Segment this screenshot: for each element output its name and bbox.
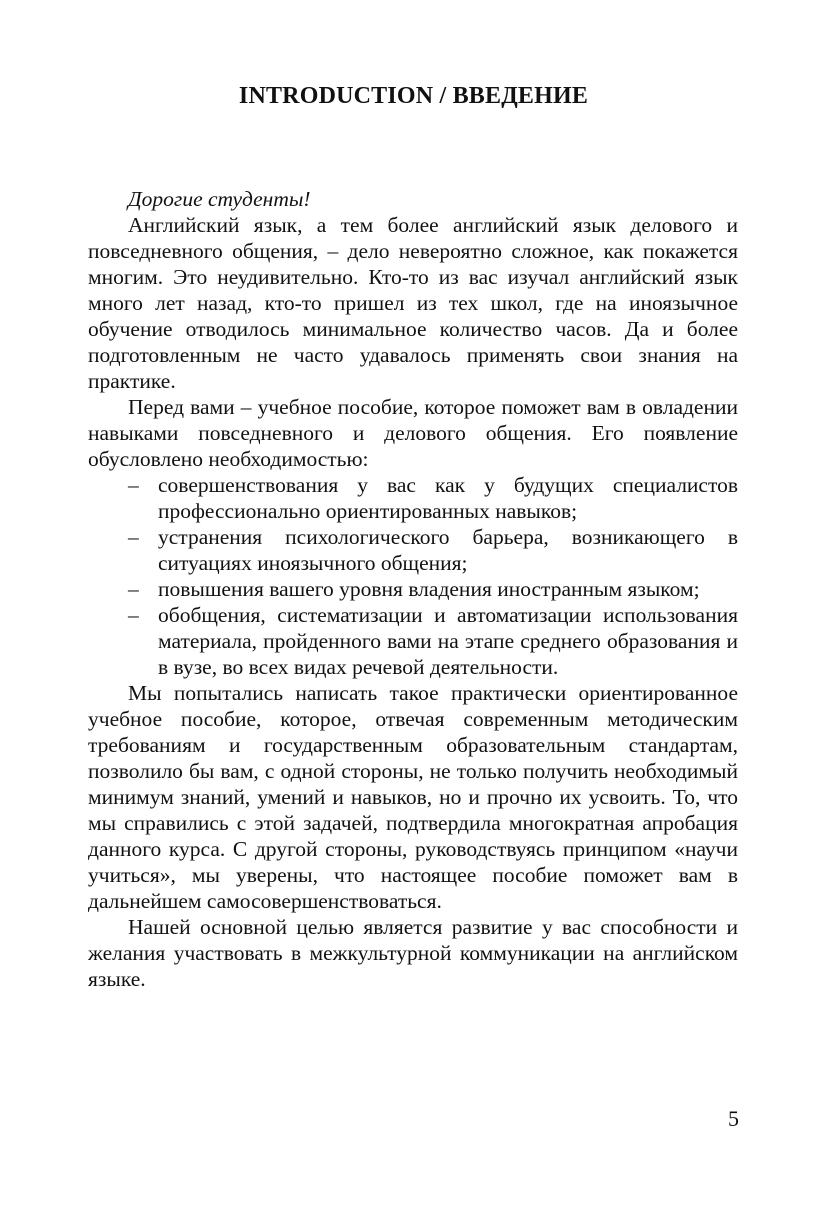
- list-item-text: совершенствования у вас как у будущих специалистов профессионально ориентированных навыков;: [158, 473, 738, 523]
- list-item: [88, 472, 738, 524]
- list-item: [88, 576, 738, 602]
- list-item-text: повышения вашего уровня владения иностранным языком;: [158, 577, 700, 601]
- dash-marker: –: [128, 603, 139, 627]
- paragraph-goals-1: Мы попытались написать такое практически ориентированное учебное пособие, которое, отвечая современным методическим требованиям и государственным образовательным стандартам, позволило бы вам, с одной стороны, не только получить необходимый минимум знаний, умений и навыков, но и прочно их усвоить. То, что мы справились с этой задачей, подтвердила многократная апробация данного курса. С другой стороны, руководствуясь принципом «научи учиться», мы уверены, что настоящее пособие поможет вам в дальнейшем самосовершенствоваться.: [88, 681, 738, 913]
- salutation: Дорогие студенты!: [128, 187, 311, 211]
- list-item-text: обобщения, систематизации и автоматизации использования материала, пройденного вами на этапе среднего образования и в вузе, во всех видах речевой деятельности.: [158, 603, 738, 679]
- page-body: [88, 186, 738, 992]
- list-item: [88, 602, 738, 680]
- dash-marker: –: [128, 473, 139, 497]
- paragraph-intro-2: Перед вами – учебное пособие, которое поможет вам в овладении навыками повседневного и делового общения. Его появление обусловлено необходимостью:: [88, 395, 738, 471]
- paragraph-goals-2: Нашей основной целью является развитие у вас способности и желания участвовать в межкультурной коммуникации на английском языке.: [88, 915, 738, 991]
- page-number: 5: [728, 1106, 739, 1131]
- page-title: INTRODUCTION / ВВЕДЕНИЕ: [238, 83, 589, 109]
- list-item-text: устранения психологического барьера, возникающего в ситуациях иноязычного общения;: [158, 525, 738, 575]
- dash-marker: –: [128, 577, 139, 601]
- paragraph-intro-1: Английский язык, а тем более английский язык делового и повседневного общения, – дело невероятно сложное, как покажется многим. Это неудивительно. Кто-то из вас изучал английский язык много лет назад, кто-то пришел из тех школ, где на иноязычное обучение отводилось минимальное количество часов. Да и более подготовленным не часто удавалось применять свои знания на практике.: [88, 213, 738, 393]
- reasons-list: [88, 472, 738, 680]
- dash-marker: –: [128, 525, 139, 549]
- list-item: [88, 524, 738, 576]
